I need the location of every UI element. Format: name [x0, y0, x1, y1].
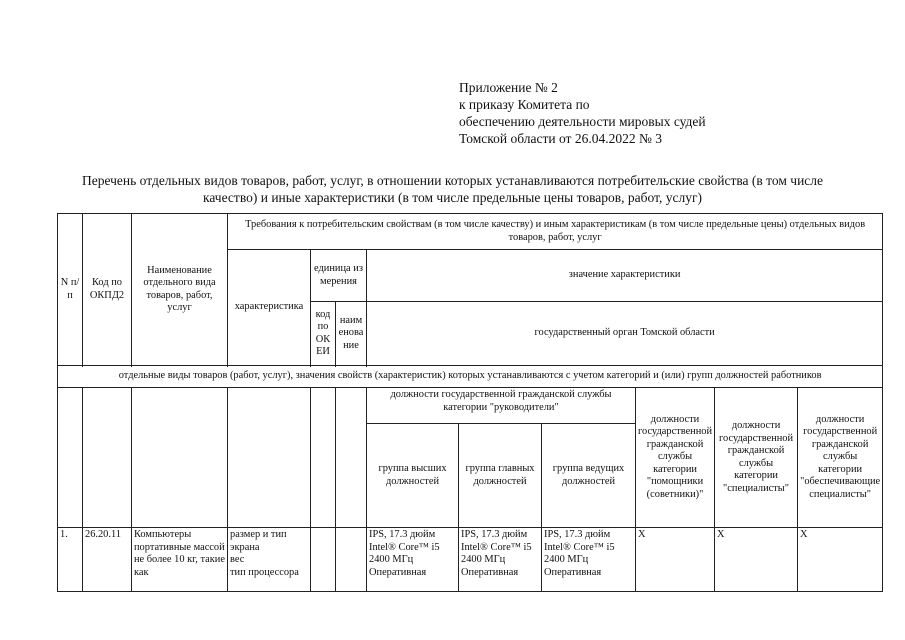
- section-row: отдельные виды товаров (работ, услуг), значения свойств (характеристик) которых устанавливаются с учетом категорий и (или) групп должностей работников: [58, 366, 883, 388]
- appendix-line: Томской области от 26.04.2022 № 3: [459, 131, 662, 146]
- table-row: [58, 528, 883, 592]
- row-name: Компьютеры портативные массой не более 10 кг, такие как: [132, 528, 228, 592]
- char-line: тип процессора: [230, 566, 299, 578]
- row-assistants: X: [636, 528, 715, 592]
- category-support: должности государственной гражданской службы категории "обеспечивающие специалисты": [798, 388, 883, 528]
- row-characteristic: [228, 528, 311, 592]
- title-line: качество) и иные характеристики (в том числе предельные цены товаров, работ, услуг): [203, 190, 702, 205]
- empty-cell: [58, 388, 83, 528]
- header-characteristic: характеристика: [228, 250, 311, 366]
- value-line: Intel® Core™ i5 2400 МГц: [544, 541, 615, 565]
- header-okei-code: код по ОКЕИ: [311, 302, 336, 366]
- title-line: Перечень отдельных видов товаров, работ, услуг, в отношении которых устанавливаются потребительские свойства (в том числе: [81, 173, 824, 188]
- header-num: N п/п: [58, 214, 83, 366]
- appendix-line: к приказу Комитета по: [459, 97, 590, 112]
- row-highest: [367, 528, 459, 592]
- empty-cell: [83, 388, 132, 528]
- value-line: Оперативная: [369, 566, 427, 578]
- appendix-header: [459, 79, 706, 147]
- header-name: Наименование отдельного вида товаров, работ, услуг: [132, 214, 228, 366]
- row-num: 1.: [58, 528, 83, 592]
- row-specialists: X: [715, 528, 798, 592]
- char-line: размер и тип экрана: [230, 529, 287, 553]
- empty-cell: [132, 388, 228, 528]
- empty-cell: [228, 388, 311, 528]
- header-requirements: Требования к потребительским свойствам (в том числе качеству) и иным характеристикам (в том числе предельные цены) отдельных видов товаров, работ, услуг: [228, 214, 883, 250]
- value-line: IPS, 17.3 дюйм: [544, 529, 611, 540]
- value-line: Intel® Core™ i5 2400 МГц: [461, 541, 532, 565]
- row-unit: [336, 528, 367, 592]
- row-okei: [311, 528, 336, 592]
- value-line: Оперативная: [461, 566, 519, 578]
- empty-cell: [336, 388, 367, 528]
- char-line: вес: [230, 554, 245, 565]
- document-title: [50, 172, 855, 206]
- category-assistants: должности государственной гражданской службы категории "помощники (советники)": [636, 388, 715, 528]
- row-okpd: 26.20.11: [83, 528, 132, 592]
- header-unit-name: наименование: [336, 302, 367, 366]
- header-value: значение характеристики: [367, 250, 883, 302]
- empty-cell: [311, 388, 336, 528]
- requirements-table: [57, 213, 883, 592]
- row-support: X: [798, 528, 883, 592]
- header-okpd: Код по ОКПД2: [83, 214, 132, 366]
- value-line: IPS, 17.3 дюйм: [369, 529, 436, 540]
- row-main: [459, 528, 542, 592]
- group-leading: группа ведущих должностей: [542, 424, 636, 528]
- header-gov-body: государственный орган Томской области: [367, 302, 883, 366]
- row-leading: [542, 528, 636, 592]
- value-line: IPS, 17.3 дюйм: [461, 529, 528, 540]
- value-line: Intel® Core™ i5 2400 МГц: [369, 541, 440, 565]
- category-specialists: должности государственной гражданской службы категории "специалисты": [715, 388, 798, 528]
- group-highest: группа высших должностей: [367, 424, 459, 528]
- category-leaders: должности государственной гражданской службы категории "руководители": [367, 388, 636, 424]
- value-line: Оперативная: [544, 566, 602, 578]
- appendix-line: Приложение № 2: [459, 80, 558, 95]
- header-unit: единица измерения: [311, 250, 367, 302]
- group-main: группа главных должностей: [459, 424, 542, 528]
- appendix-line: обеспечению деятельности мировых судей: [459, 114, 706, 129]
